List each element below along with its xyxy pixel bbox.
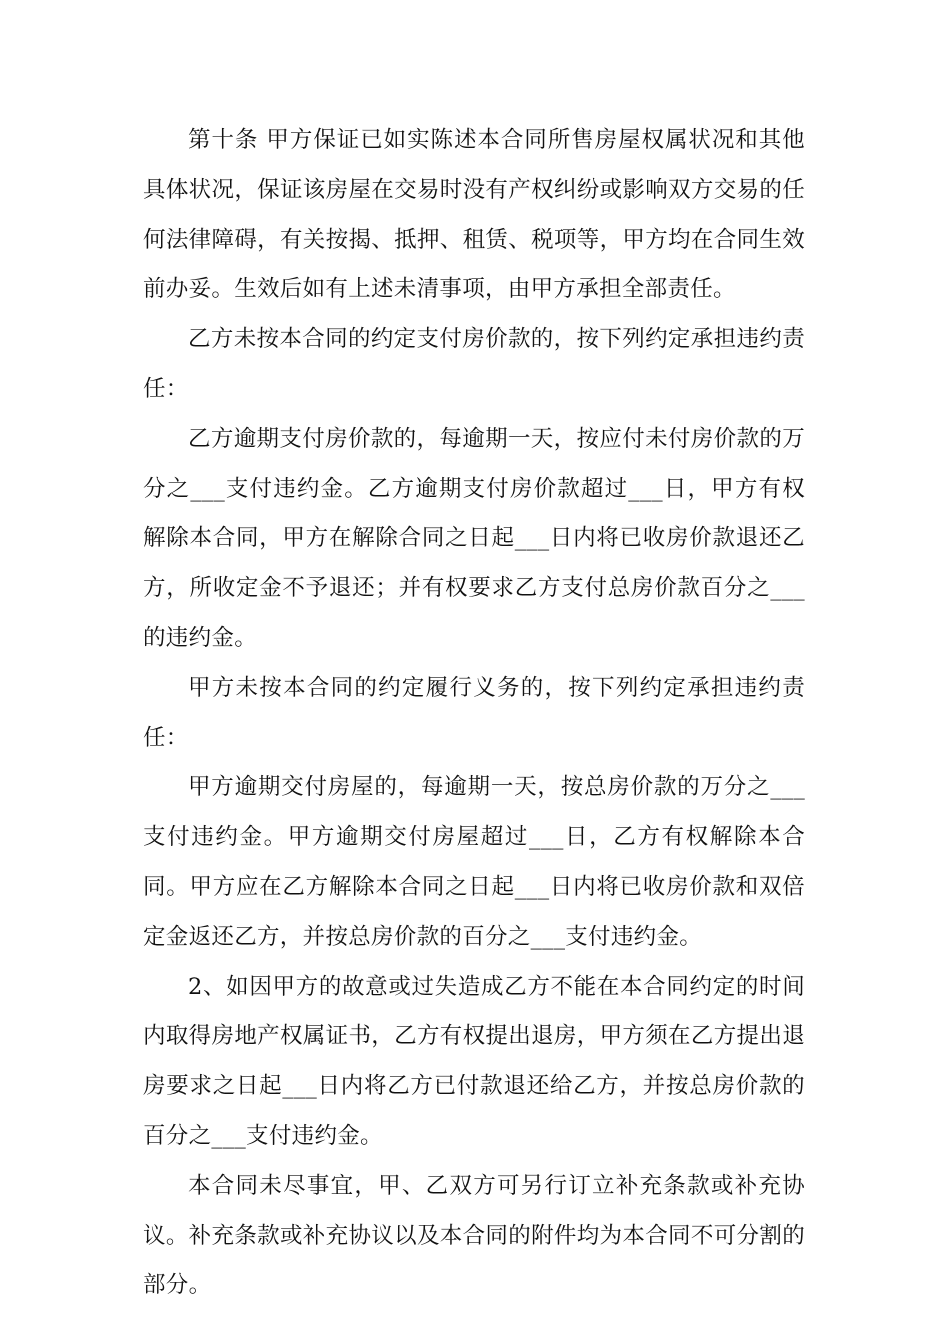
paragraph-warranty: 第十条 甲方保证已如实陈述本合同所售房屋权属状况和其他具体状况，保证该房屋在交易时没有产权纠纷或影响双方交易的任何法律障碍，有关按揭、抵押、租赁、税项等，甲方均在合同生效前办妥。生效后如有上述未清事项，由甲方承担全部责任。 [143,127,805,303]
paragraph-seller-breach-intro: 甲方未按本合同的约定履行义务的，按下列约定承担违约责任： [143,674,805,751]
paragraph-seller-late-delivery: 甲方逾期交付房屋的，每逾期一天，按总房价款的万分之___支付违约金。甲方逾期交付房屋超过___日，乙方有权解除本合同。甲方应在乙方解除本合同之日起___日内将已收房价款和双倍定金返还乙方，并按总房价款的百分之___支付违约金。 [143,774,805,950]
paragraph-buyer-late-payment: 乙方逾期支付房价款的，每逾期一天，按应付未付房价款的万分之___支付违约金。乙方逾期支付房价款超过___日，甲方有权解除本合同，甲方在解除合同之日起___日内将已收房价款退还乙方，所收定金不予退还；并有权要求乙方支付总房价款百分之___的违约金。 [143,425,805,651]
paragraph-buyer-breach-intro: 乙方未按本合同的约定支付房价款的，按下列约定承担违约责任： [143,326,805,402]
paragraph-supplementary: 本合同未尽事宜，甲、乙双方可另行订立补充条款或补充协议。补充条款或补充协议以及本合同的附件均为本合同不可分割的部分。 [143,1172,805,1299]
document-page [143,116,805,1311]
paragraph-title-certificate: 2、如因甲方的故意或过失造成乙方不能在本合同约定的时间内取得房地产权属证书，乙方有权提出退房，甲方须在乙方提出退房要求之日起___日内将乙方已付款退还给乙方，并按总房价款的百分之___支付违约金。 [143,973,805,1149]
